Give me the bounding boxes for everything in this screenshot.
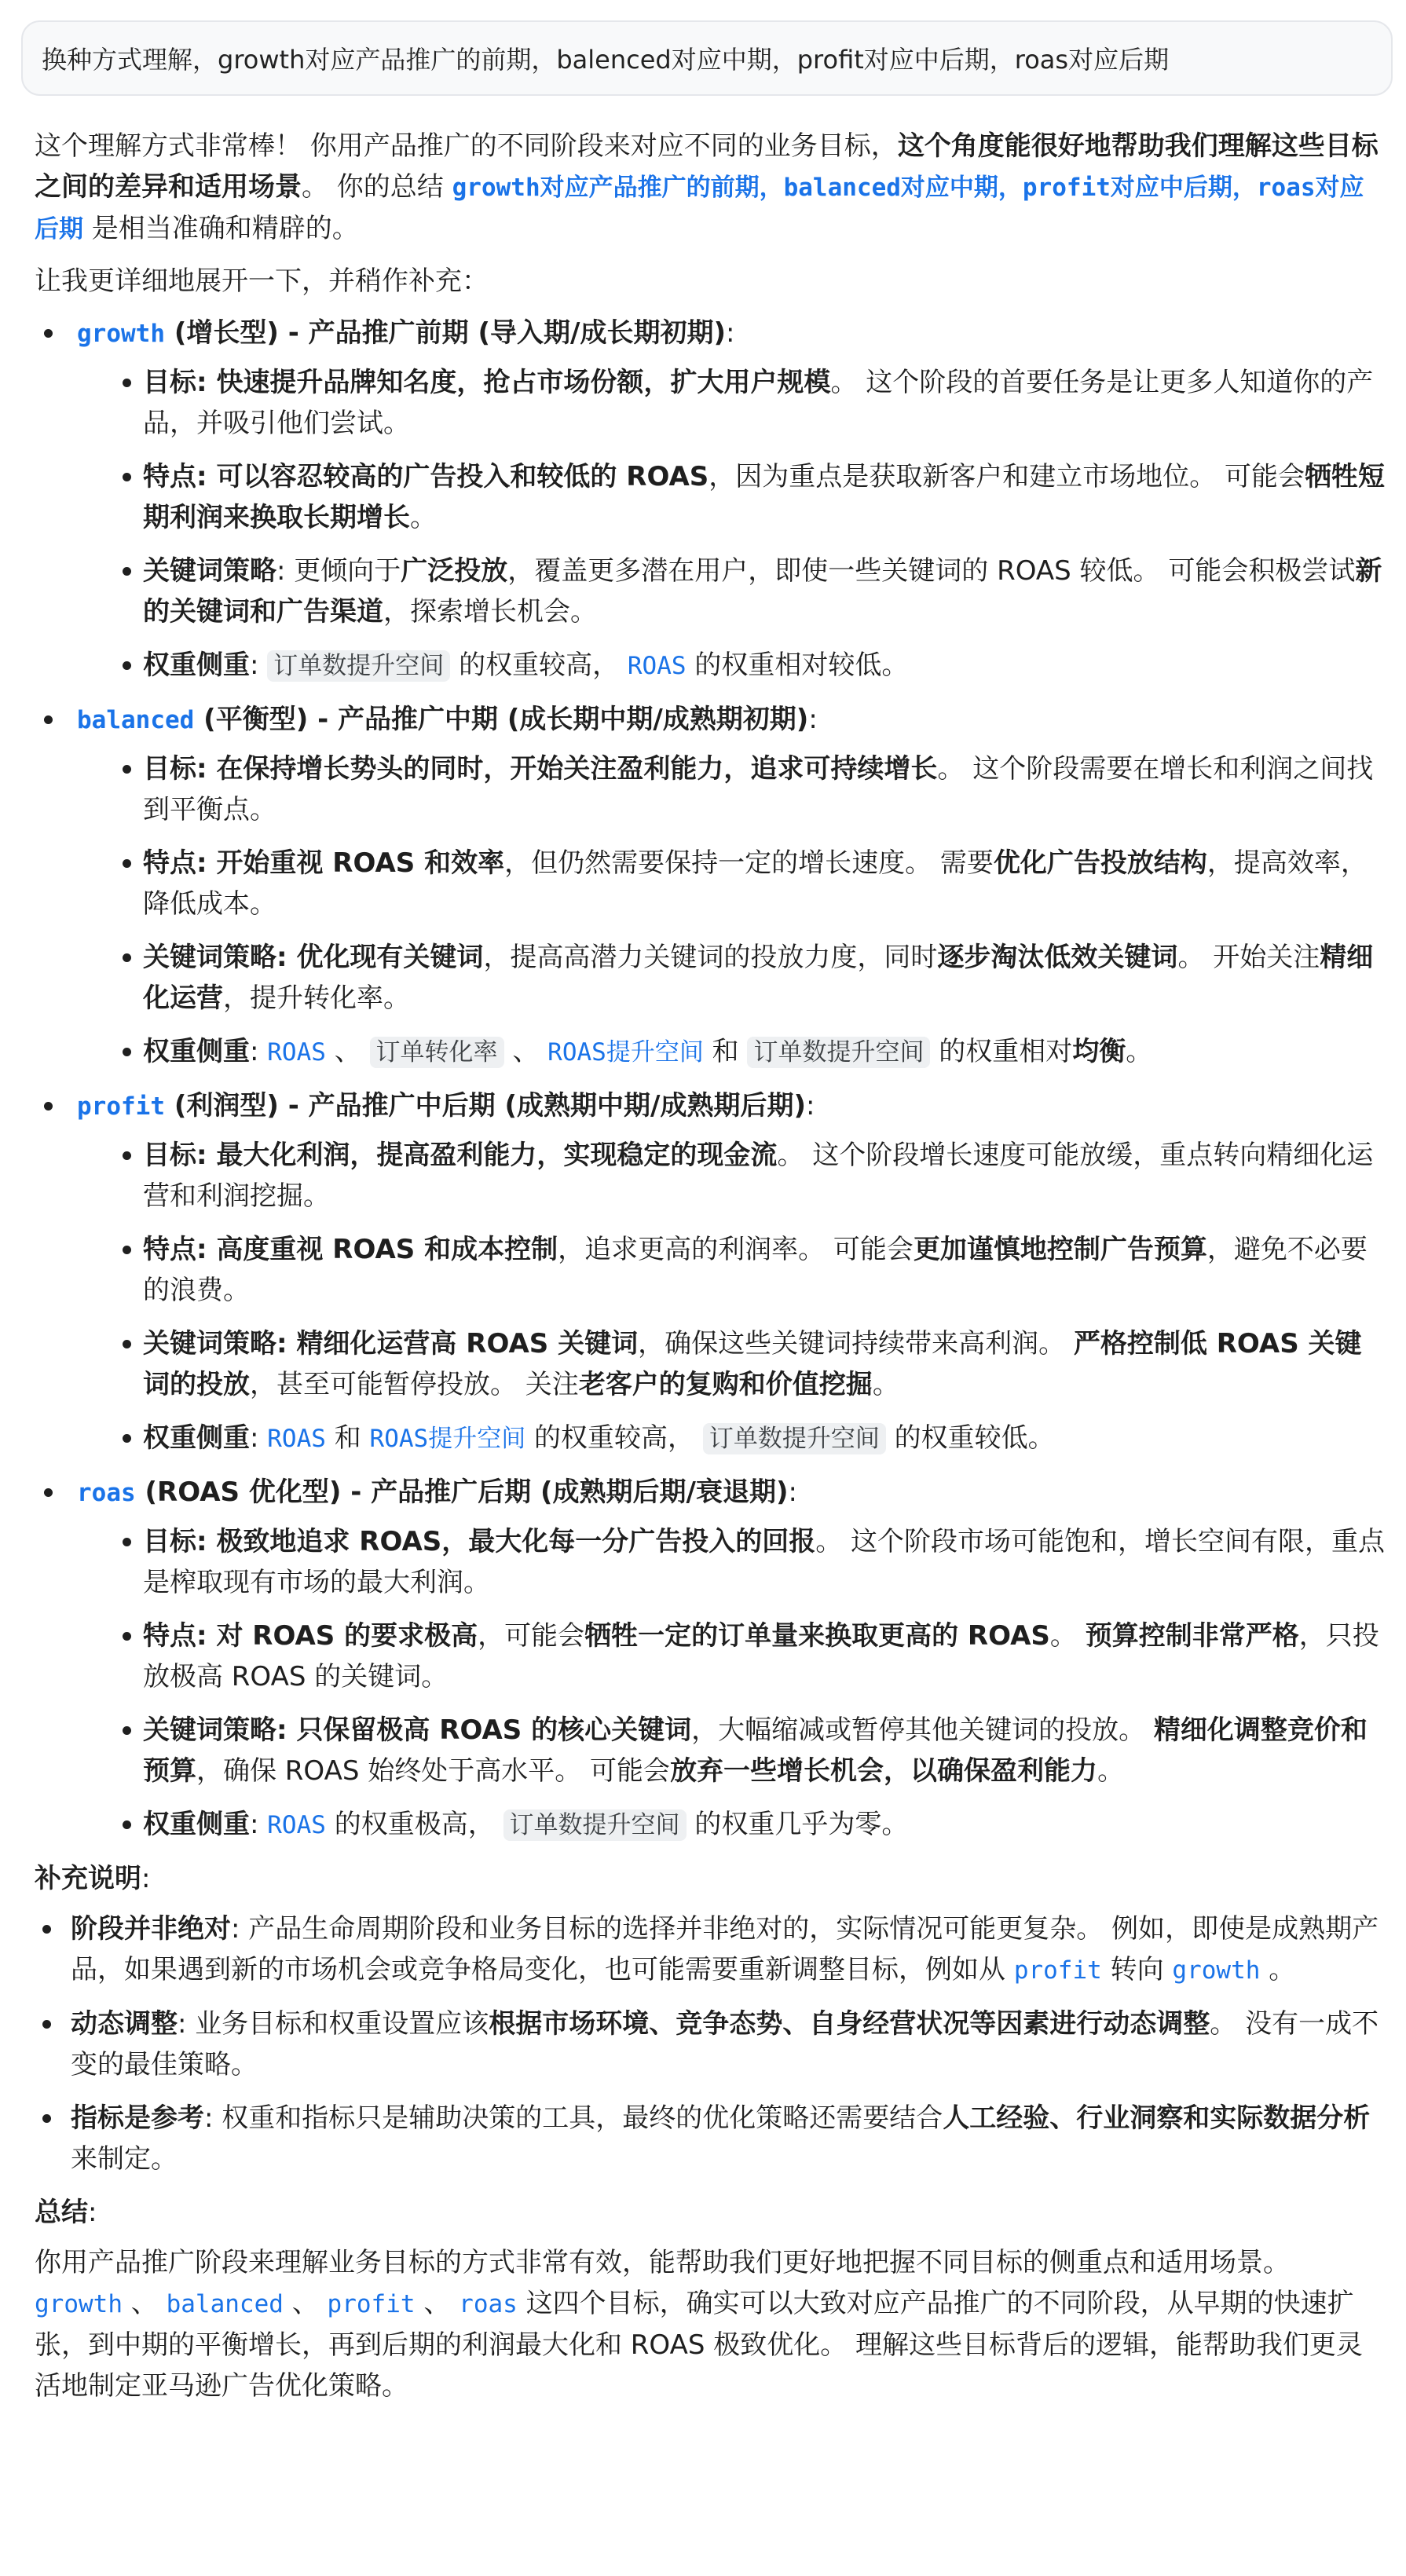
detail-bold: 牺牲短期利润来换取长期增长 <box>143 461 1386 533</box>
stage-colon: : <box>788 1476 797 1508</box>
detail-goal: 目标: 最大化利润，提高盈利能力，实现稳定的现金流。 这个阶段增长速度可能放缓，重点转向精细化运营和利润挖掘。 <box>35 1135 1386 1217</box>
detail-bold: 可以容忍较高的广告投入和较低的 ROAS <box>216 461 709 492</box>
stage-title: (增长型) - 产品推广前期 (导入期/成长期初期) <box>164 317 727 349</box>
detail-text: 。 这个阶段市场可能饱和，增长空间有限，重点是榨取现有市场的最大利润。 <box>143 1526 1386 1598</box>
detail-text: ，提升转化率。 <box>223 982 410 1014</box>
summary-code: profit <box>327 2290 416 2318</box>
detail-text: ，追求更高的利润率。 可能会 <box>558 1234 914 1265</box>
detail-bold: 老客户的复购和价值挖掘 <box>578 1369 873 1400</box>
detail-weight: 权重侧重: ROAS 和 ROAS提升空间 的权重较高， 订单数提升空间 的权重较低。 <box>35 1418 1386 1459</box>
detail-bold: 优化现有关键词 <box>296 942 484 973</box>
stage-colon: : <box>808 704 818 735</box>
note-item <box>35 2003 1386 2085</box>
stage-item-balanced <box>35 699 1386 1073</box>
summary-heading: 总结: <box>35 2197 97 2228</box>
separator: 和 <box>703 1036 748 1067</box>
user-prompt-text: 换种方式理解，growth对应产品推广的前期，balenced对应中期，profit对应中后期，roas对应后期 <box>42 45 1170 75</box>
summary-paragraph <box>35 2242 1386 2406</box>
note-text: 来制定。 <box>71 2143 178 2175</box>
detail-text: 。 <box>872 1369 899 1400</box>
detail-text: ，因为重点是获取新客户和建立市场地位。 可能会 <box>708 461 1305 492</box>
summary-code: balanced <box>166 2290 284 2318</box>
detail-text: ，甚至可能暂停投放。 关注 <box>250 1369 579 1400</box>
detail-label: 关键词策略 <box>143 942 276 973</box>
detail-goal: 目标: 在保持增长势头的同时，开始关注盈利能力，追求可持续增长。 这个阶段需要在增长和利润之间找到平衡点。 <box>35 748 1386 830</box>
detail-bold: 对 ROAS 的要求极高 <box>216 1620 478 1652</box>
intro-code: growth对应产品推广的前期，balanced对应中期，profit对应中后期，roas对应后期 <box>35 174 1364 243</box>
detail-goal: 目标: 极致地追求 ROAS，最大化每一分广告投入的回报。 这个阶段市场可能饱和，增长空间有限，重点是榨取现有市场的最大利润。 <box>35 1521 1386 1603</box>
detail-bold: 新的关键词和广告渠道 <box>143 555 1382 628</box>
detail-label: 关键词策略 <box>143 1714 276 1746</box>
note-text: : 产品生命周期阶段和业务目标的选择并非绝对的，实际情况可能更复杂。 例如，即使是成熟期产品，如果遇到新的市场机会或竞争格局变化，也可能需要重新调整目标，例如从 <box>71 1913 1379 1985</box>
detail-bold: 精细化调整竞价和预算 <box>143 1714 1368 1787</box>
detail-label: 关键词策略 <box>143 1328 276 1359</box>
notes-list <box>35 1908 1386 2179</box>
detail-text: ，提高效率，降低成本。 <box>143 847 1368 920</box>
detail-weight: 权重侧重: ROAS 、 订单转化率 、 ROAS提升空间 和 订单数提升空间 的权重相对均衡。 <box>35 1031 1386 1073</box>
detail-text: ，确保 ROAS 始终处于高水平。 可能会 <box>196 1755 671 1787</box>
separator: 、 <box>503 1036 548 1067</box>
stage-item-growth <box>35 313 1386 686</box>
detail-feature: 特点: 开始重视 ROAS 和效率，但仍然需要保持一定的增长速度。 需要优化广告投放结构，提高效率，降低成本。 <box>35 843 1386 924</box>
detail-label: 权重侧重 <box>143 649 250 681</box>
detail-bold: 在保持增长势头的同时，开始关注盈利能力，追求可持续增长 <box>216 753 938 785</box>
detail-text: ，可能会 <box>478 1620 585 1652</box>
detail-label: 特点 <box>143 1234 196 1265</box>
metric-code: ROAS <box>267 1425 326 1453</box>
detail-feature: 特点: 可以容忍较高的广告投入和较低的 ROAS，因为重点是获取新客户和建立市场地位。 可能会牺牲短期利润来换取长期增长。 <box>35 456 1386 538</box>
detail-bold: 快速提升品牌知名度，抢占市场份额，扩大用户规模 <box>216 367 831 398</box>
stage-details <box>77 1521 1386 1846</box>
note-text: : 权重和指标只是辅助决策的工具，最终的优化策略还需要结合 <box>204 2102 943 2134</box>
detail-bold: 优化广告投放结构 <box>993 847 1207 879</box>
detail-label: 目标 <box>143 753 196 785</box>
metric-code: ROAS <box>267 1811 326 1839</box>
summary-text: 你用产品推广阶段来理解业务目标的方式非常有效，能帮助我们更好地把握不同目标的侧重点和适用场景。 <box>35 2247 1290 2278</box>
notes-heading-text: 补充说明 <box>35 1863 141 1894</box>
detail-bold: 牺牲一定的订单量来换取更高的 ROAS <box>584 1620 1050 1652</box>
detail-keyword: 关键词策略: 只保留极高 ROAS 的核心关键词，大幅缩减或暂停其他关键词的投放。 精细化调整竞价和预算，确保 ROAS 始终处于高水平。 可能会放弃一些增长机会，以确保盈利能力。 <box>35 1710 1386 1791</box>
note-text: 。 <box>1260 1954 1296 1985</box>
detail-text: : 更倾向于 <box>276 555 401 587</box>
metric-code: ROAS提升空间 <box>547 1038 704 1067</box>
detail-bold: 放弃一些增长机会，以确保盈利能力 <box>670 1755 1098 1787</box>
detail-bold: 精细化运营 <box>143 942 1374 1014</box>
detail-text: ，覆盖更多潜在用户，即使一些关键词的 ROAS 较低。 可能会积极尝试 <box>507 555 1356 587</box>
metric-chip: 订单数提升空间 <box>503 1809 687 1841</box>
detail-label: 权重侧重 <box>143 1422 250 1454</box>
detail-text: ，提高高潜力关键词的投放力度，同时 <box>483 942 938 973</box>
detail-text: ，只投放极高 ROAS 的关键词。 <box>143 1620 1379 1692</box>
detail-bold: 更加谨慎地控制广告预算 <box>913 1234 1207 1265</box>
stage-details <box>77 362 1386 686</box>
stage-code: profit <box>77 1092 165 1121</box>
detail-weight: 权重侧重: 订单数提升空间 的权重较高， ROAS 的权重相对较低。 <box>35 645 1386 686</box>
note-text: : 业务目标和权重设置应该 <box>178 2008 489 2040</box>
stage-title: (平衡型) - 产品推广中期 (成长期中期/成熟期初期) <box>194 704 809 735</box>
detail-text: 的权重相对 <box>930 1036 1073 1067</box>
detail-label: 目标 <box>143 1140 196 1171</box>
note-item <box>35 1908 1386 1991</box>
detail-bold: 最大化利润，提高盈利能力，实现稳定的现金流 <box>216 1140 778 1171</box>
detail-text: 的权重较低。 <box>885 1422 1055 1454</box>
detail-text: 。 <box>410 502 437 533</box>
summary-heading-text: 总结 <box>35 2197 88 2228</box>
detail-bold: 严格控制低 ROAS 关键词的投放 <box>143 1328 1362 1400</box>
detail-text: 。 <box>1049 1620 1086 1652</box>
detail-bold: 高度重视 ROAS 和成本控制 <box>216 1234 558 1265</box>
user-prompt-bubble <box>21 20 1393 96</box>
stage-list <box>35 313 1386 1846</box>
separator: 和 <box>325 1422 370 1454</box>
intro-paragraph <box>35 126 1386 250</box>
stage-item-roas <box>35 1472 1386 1846</box>
detail-text: 。 这个阶段的首要任务是让更多人知道你的产品，并吸引他们尝试。 <box>143 367 1374 439</box>
metric-code: ROAS <box>267 1038 326 1067</box>
detail-bold: 精细化运营高 ROAS 关键词 <box>296 1328 639 1359</box>
assistant-response <box>35 126 1386 2406</box>
note-text: 转向 <box>1101 1954 1173 1985</box>
note-bold: 人工经验、行业洞察和实际数据分析 <box>943 2102 1371 2134</box>
metric-code: ROAS <box>627 652 687 680</box>
detail-feature: 特点: 对 ROAS 的要求极高，可能会牺牲一定的订单量来换取更高的 ROAS。 预算控制非常严格，只投放极高 ROAS 的关键词。 <box>35 1615 1386 1697</box>
detail-text: ，大幅缩减或暂停其他关键词的投放。 <box>691 1714 1154 1746</box>
detail-feature: 特点: 高度重视 ROAS 和成本控制，追求更高的利润率。 可能会更加谨慎地控制广告预算，避免不必要的浪费。 <box>35 1229 1386 1311</box>
intro-bold: 这个角度能很好地帮助我们理解这些目标之间的差异和适用场景 <box>35 130 1379 203</box>
metric-code: ROAS提升空间 <box>369 1425 526 1453</box>
stage-details <box>77 748 1386 1073</box>
detail-text: 。 这个阶段需要在增长和利润之间找到平衡点。 <box>143 753 1374 825</box>
separator: 、 <box>325 1036 370 1067</box>
metric-chip: 订单数提升空间 <box>703 1423 886 1454</box>
detail-label: 特点 <box>143 1620 196 1652</box>
detail-text: 。 <box>1126 1036 1153 1067</box>
lead-paragraph: 让我更详细地展开一下，并稍作补充： <box>35 265 489 297</box>
stage-details <box>77 1135 1386 1459</box>
note-label: 动态调整 <box>71 2008 178 2040</box>
detail-label: 关键词策略 <box>143 555 276 587</box>
stage-colon: : <box>806 1090 815 1122</box>
detail-text: 的权重较高， <box>525 1422 703 1454</box>
detail-text: ，确保这些关键词持续带来高利润。 <box>638 1328 1074 1359</box>
detail-text: 。 这个阶段增长速度可能放缓，重点转向精细化运营和利润挖掘。 <box>143 1140 1374 1212</box>
separator: 、 <box>283 2288 328 2319</box>
note-bold: 根据市场环境、竞争态势、自身经营状况等因素进行动态调整 <box>489 2008 1210 2040</box>
stage-title: (ROAS 优化型) - 产品推广后期 (成熟期后期/衰退期) <box>135 1476 789 1508</box>
stage-title: (利润型) - 产品推广中后期 (成熟期中期/成熟期后期) <box>164 1090 807 1122</box>
metric-chip: 订单数提升空间 <box>267 650 450 682</box>
notes-heading: 补充说明: <box>35 1863 151 1894</box>
detail-label: 权重侧重 <box>143 1809 250 1840</box>
stage-colon: : <box>726 317 735 349</box>
summary-code: growth <box>35 2290 123 2318</box>
detail-weight: 权重侧重: ROAS 的权重极高， 订单数提升空间 的权重几乎为零。 <box>35 1804 1386 1846</box>
detail-label: 特点 <box>143 461 196 492</box>
metric-chip: 订单转化率 <box>370 1037 504 1068</box>
detail-bold: 广泛投放 <box>401 555 508 587</box>
note-item <box>35 2098 1386 2179</box>
summary-code: roas <box>459 2290 518 2318</box>
stage-code: growth <box>77 320 165 348</box>
detail-label: 目标 <box>143 367 196 398</box>
detail-text: 的权重几乎为零。 <box>686 1809 909 1840</box>
detail-text: 。 <box>1097 1755 1125 1787</box>
note-label: 指标是参考 <box>71 2102 204 2134</box>
detail-keyword: 关键词策略: 优化现有关键词，提高高潜力关键词的投放力度，同时逐步淘汰低效关键词。 开始关注精细化运营，提升转化率。 <box>35 937 1386 1019</box>
metric-chip: 订单数提升空间 <box>747 1037 930 1068</box>
detail-text: ，探索增长机会。 <box>383 596 597 628</box>
detail-text: 的权重相对较低。 <box>686 649 909 681</box>
detail-text: ，避免不必要的浪费。 <box>143 1234 1368 1306</box>
detail-label: 目标 <box>143 1526 196 1557</box>
detail-bold: 逐步淘汰低效关键词 <box>937 942 1178 973</box>
intro-text: 这个理解方式非常棒！ 你用产品推广的不同阶段来对应不同的业务目标， <box>35 130 898 162</box>
separator: 、 <box>415 2288 460 2319</box>
detail-keyword <box>35 551 1386 632</box>
intro-text: 。 你的总结 <box>302 171 452 203</box>
detail-bold: 极致地追求 ROAS，最大化每一分广告投入的回报 <box>216 1526 816 1557</box>
note-code: profit <box>1013 1956 1102 1985</box>
intro-text: 是相当准确和精辟的。 <box>83 213 359 244</box>
detail-bold: 只保留极高 ROAS 的核心关键词 <box>296 1714 692 1746</box>
note-label: 阶段并非绝对 <box>71 1913 231 1945</box>
detail-keyword: 关键词策略: 精细化运营高 ROAS 关键词，确保这些关键词持续带来高利润。 严格控制低 ROAS 关键词的投放，甚至可能暂停投放。 关注老客户的复购和价值挖掘。 <box>35 1323 1386 1405</box>
stage-code: roas <box>77 1479 136 1507</box>
separator: 、 <box>122 2288 167 2319</box>
stage-code: balanced <box>77 706 195 734</box>
detail-text: ，但仍然需要保持一定的增长速度。 需要 <box>504 847 994 879</box>
detail-label: 权重侧重 <box>143 1036 250 1067</box>
detail-goal: 目标: 快速提升品牌知名度，抢占市场份额，扩大用户规模。 这个阶段的首要任务是让更多人知道你的产品，并吸引他们尝试。 <box>35 362 1386 444</box>
detail-bold: 均衡 <box>1072 1036 1126 1067</box>
detail-text: 的权重较高， <box>450 649 628 681</box>
detail-text: 。 开始关注 <box>1177 942 1320 973</box>
note-text: 。 没有一成不变的最佳策略。 <box>71 2008 1379 2080</box>
detail-bold: 开始重视 ROAS 和效率 <box>216 847 505 879</box>
summary-text: 这四个目标，确实可以大致对应产品推广的不同阶段，从早期的快速扩张，到中期的平衡增长，再到后期的利润最大化和 ROAS 极致优化。 理解这些目标背后的逻辑，能帮助我们更灵活地制定亚马逊广告优化策略。 <box>35 2288 1364 2402</box>
detail-bold: 预算控制非常严格 <box>1085 1620 1299 1652</box>
note-code: growth <box>1172 1956 1261 1985</box>
detail-text: 的权重极高， <box>325 1809 503 1840</box>
stage-item-profit <box>35 1085 1386 1459</box>
detail-label: 特点 <box>143 847 196 879</box>
